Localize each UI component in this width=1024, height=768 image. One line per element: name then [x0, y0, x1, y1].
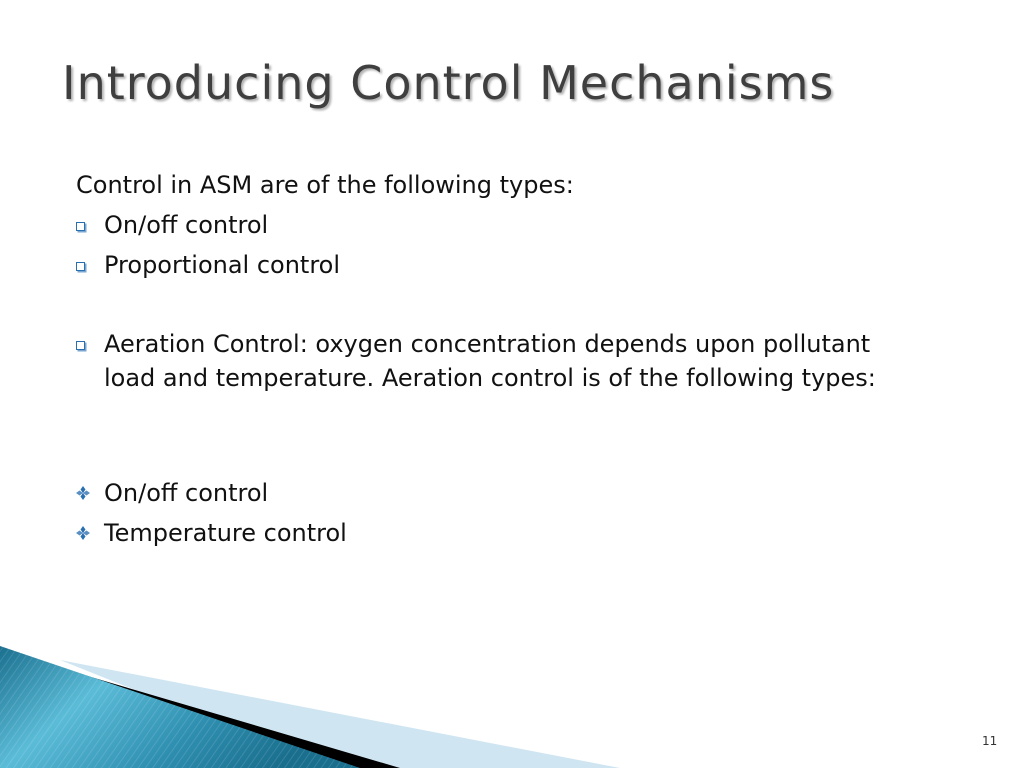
intro-text: Control in ASM are of the following types: [76, 171, 574, 199]
bullet-text: On/off control [104, 211, 269, 239]
hollow-square-bullet-icon [76, 222, 85, 231]
bullet-text: Proportional control [104, 251, 341, 279]
bullet-text: Aeration Control: oxygen concentration depends upon pollutant load and temperature. Aeration control is of the following types: [104, 330, 876, 392]
slide-title: Introducing Control Mechanisms [62, 56, 835, 110]
four-diamond-bullet-icon [76, 526, 90, 540]
bullet-text: Temperature control [104, 519, 347, 547]
four-diamond-bullet-icon [76, 486, 90, 500]
footer-swoosh-decoration [0, 640, 620, 768]
hollow-square-bullet-icon [76, 262, 85, 271]
bullet-text: On/off control [104, 479, 269, 507]
page-number: 11 [982, 734, 998, 748]
hollow-square-bullet-icon [76, 341, 85, 350]
